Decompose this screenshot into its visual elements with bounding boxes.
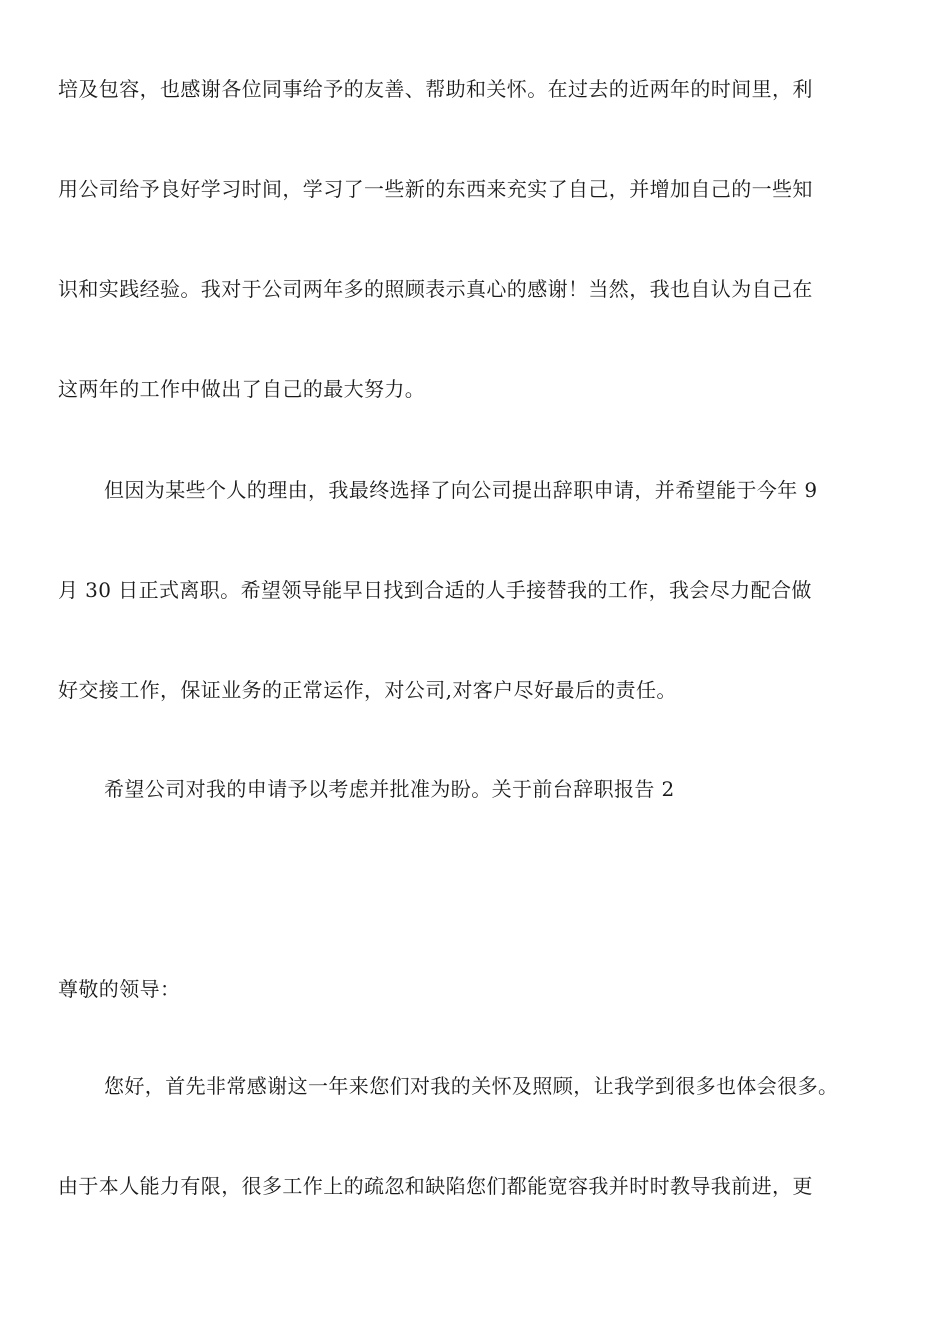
text-line-10: 您好，首先非常感谢这一年来您们对我的关怀及照顾，让我学到很多也体会很多。 bbox=[104, 1074, 839, 1098]
salutation: 尊敬的领导： bbox=[58, 977, 181, 1001]
text-line-2: 用公司给予良好学习时间，学习了一些新的东西来充实了自己，并增加自己的一些知 bbox=[58, 177, 813, 201]
text-line-11: 由于本人能力有限，很多工作上的疏忽和缺陷您们都能宽容我并时时教导我前进，更 bbox=[58, 1174, 813, 1198]
text-line-6: 月 30 日正式离职。希望领导能早日找到合适的人手接替我的工作，我会尽力配合做 bbox=[58, 578, 812, 602]
text-line-1: 培及包容，也感谢各位同事给予的友善、帮助和关怀。在过去的近两年的时间里，利 bbox=[58, 77, 813, 101]
text-line-7: 好交接工作，保证业务的正常运作，对公司,对客户尽好最后的责任。 bbox=[58, 678, 677, 702]
text-line-3: 识和实践经验。我对于公司两年多的照顾表示真心的感谢！当然，我也自认为自己在 bbox=[58, 277, 813, 301]
text-line-4: 这两年的工作中做出了自己的最大努力。 bbox=[58, 377, 426, 401]
text-line-8: 希望公司对我的申请予以考虑并批准为盼。关于前台辞职报告 2 bbox=[104, 777, 675, 801]
text-line-5: 但因为某些个人的理由，我最终选择了向公司提出辞职申请，并希望能于今年 9 bbox=[104, 478, 818, 502]
